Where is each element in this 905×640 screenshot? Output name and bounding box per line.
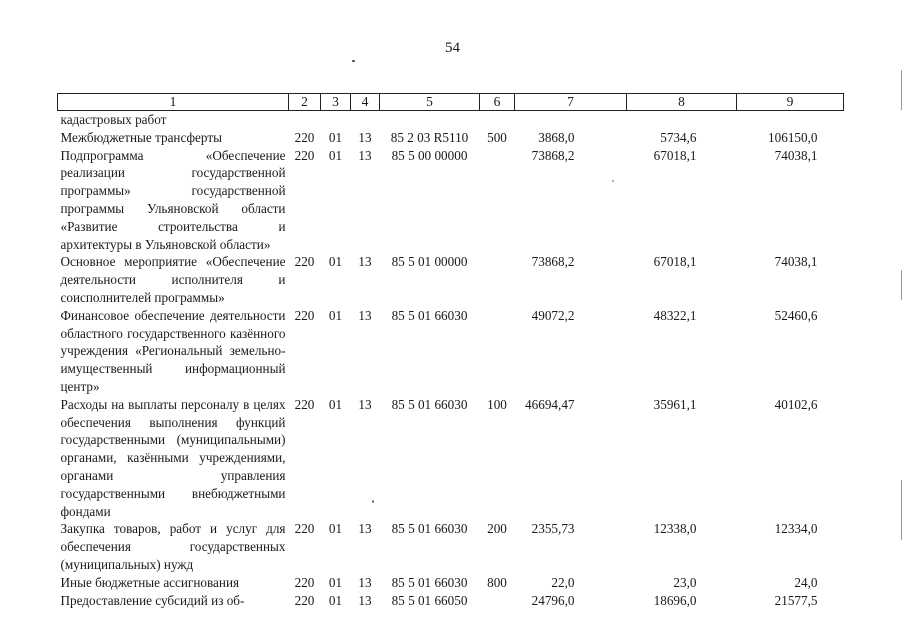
table-row: [58, 147, 844, 254]
cell-col-8: 48322,1: [653, 307, 697, 323]
table-row: [58, 307, 844, 396]
header-row: [58, 94, 844, 111]
cell-col-7: 22,0: [551, 574, 575, 590]
cell-col-2: 220: [294, 147, 315, 163]
cell-col-2: 220: [294, 592, 315, 608]
table-row: [58, 396, 844, 521]
row-name: Финансовое обеспечение деятельности областного государственного казённого учреждения «Региональный земельно-имущественный информационный центр»: [60, 307, 286, 394]
header-col-3: 3: [321, 94, 351, 111]
cell-col-3: 01: [328, 574, 343, 590]
cell-col-2: 220: [294, 574, 315, 590]
page-number: 54: [445, 40, 460, 56]
cell-col-8: 23,0: [673, 574, 697, 590]
cell-col-4: 13: [358, 129, 372, 145]
cell-col-3: 01: [328, 592, 343, 608]
cell-col-7: 24796,0: [531, 592, 575, 608]
cell-col-4: 13: [358, 254, 372, 270]
cell-col-7: [515, 111, 627, 129]
scan-edge-line: [901, 480, 902, 540]
header-col-2: 2: [289, 94, 321, 111]
cell-col-2: 220: [294, 396, 315, 412]
cell-col-9: 52460,6: [774, 307, 818, 323]
budget-table: [57, 93, 844, 609]
cell-col-5: 85 5 01 66030: [391, 396, 468, 412]
cell-col-6: 100: [487, 396, 507, 412]
cell-col-7: 73868,2: [531, 147, 575, 163]
row-name: Основное мероприятие «Обеспечение деятельности исполнителя и соисполнителей программы»: [60, 254, 286, 305]
header-col-5: 5: [380, 94, 480, 111]
cell-col-2: 220: [294, 129, 315, 145]
cell-col-5: 85 5 01 66050: [391, 592, 468, 608]
cell-col-9: 74038,1: [774, 147, 818, 163]
row-name: Закупка товаров, работ и услуг для обеспечения государственных (муниципальных) нужд: [60, 521, 286, 572]
table-row: [58, 520, 844, 573]
header-col-7: 7: [515, 94, 627, 111]
header-col-8: 8: [627, 94, 737, 111]
cell-col-4: [351, 111, 380, 129]
table-row: [58, 253, 844, 306]
cell-col-4: 13: [358, 307, 372, 323]
cell-col-8: 18696,0: [653, 592, 697, 608]
scan-speck: [372, 500, 374, 503]
row-name: кадастровых работ: [60, 112, 167, 127]
cell-col-5: 85 2 03 R5110: [390, 129, 469, 145]
row-name: Иные бюджетные ассигнования: [60, 574, 240, 590]
cell-col-5: [380, 111, 480, 129]
cell-col-2: 220: [294, 307, 315, 323]
row-name: Подпрограмма «Обеспечение реализации государственной программы» государственной программы Ульяновской области «Развитие строительства и архитектуры в Ульяновской области»: [60, 147, 286, 252]
cell-col-3: 01: [328, 254, 343, 270]
cell-col-6: 200: [487, 521, 507, 537]
row-name: Предоставление субсидий из об-: [60, 592, 245, 608]
cell-col-6: [480, 111, 515, 129]
header-col-6: 6: [480, 94, 515, 111]
cell-col-4: 13: [358, 521, 372, 537]
cell-col-9: 12334,0: [774, 521, 818, 537]
cell-col-6: [480, 147, 515, 254]
cell-col-8: 5734,6: [660, 129, 697, 145]
cell-col-3: 01: [328, 521, 343, 537]
cell-col-2: 220: [294, 254, 315, 270]
cell-col-6: [480, 307, 515, 396]
scan-edge-line: [901, 70, 902, 110]
cell-col-3: 01: [328, 396, 343, 412]
cell-col-9: [737, 111, 844, 129]
cell-col-3: 01: [328, 129, 343, 145]
cell-col-9: 40102,6: [774, 396, 818, 412]
cell-col-4: 13: [358, 592, 372, 608]
cell-col-9: 106150,0: [768, 129, 818, 145]
table-row: [58, 574, 844, 592]
cell-col-3: 01: [328, 147, 343, 163]
cell-col-6: [480, 253, 515, 306]
cell-col-6: [480, 592, 515, 610]
table-row: [58, 592, 844, 610]
cell-col-2: 220: [294, 521, 315, 537]
cell-col-8: 12338,0: [653, 521, 697, 537]
cell-col-6: 800: [487, 574, 507, 590]
scan-edge-line: [901, 270, 902, 300]
cell-col-5: 85 5 00 00000: [391, 147, 468, 163]
cell-col-9: 21577,5: [774, 592, 818, 608]
row-name: Межбюджетные трансферты: [60, 129, 222, 145]
cell-col-7: 49072,2: [531, 307, 575, 323]
cell-col-9: 74038,1: [774, 254, 818, 270]
header-col-9: 9: [737, 94, 844, 111]
cell-col-7: 46694,47: [525, 396, 575, 412]
cell-col-2: [289, 111, 321, 129]
cell-col-4: 13: [358, 147, 372, 163]
cell-col-8: [627, 111, 737, 129]
cell-col-5: 85 5 01 00000: [391, 254, 468, 270]
cell-col-5: 85 5 01 66030: [391, 307, 468, 323]
cell-col-3: 01: [328, 307, 343, 323]
cell-col-8: 67018,1: [653, 254, 697, 270]
cell-col-7: 3868,0: [538, 129, 575, 145]
cell-col-8: 35961,1: [653, 396, 697, 412]
cell-col-3: [321, 111, 351, 129]
cell-col-7: 2355,73: [531, 521, 575, 537]
scan-speck: [612, 180, 614, 182]
header-col-4: 4: [351, 94, 380, 111]
cell-col-4: 13: [358, 396, 372, 412]
cell-col-9: 24,0: [794, 574, 818, 590]
header-col-1: 1: [58, 94, 289, 111]
cell-col-5: 85 5 01 66030: [391, 574, 468, 590]
cell-col-5: 85 5 01 66030: [391, 521, 468, 537]
table-row: [58, 111, 844, 129]
cell-col-7: 73868,2: [531, 254, 575, 270]
cell-col-6: 500: [487, 129, 507, 145]
table-row: [58, 129, 844, 147]
cell-col-4: 13: [358, 574, 372, 590]
scan-speck: [352, 60, 355, 62]
row-name: Расходы на выплаты персоналу в целях обеспечения выполнения функций государственными (муниципальными) органами, казёнными учреждениями, органами управления государственными внебюджетными фондами: [60, 396, 286, 519]
cell-col-8: 67018,1: [653, 147, 697, 163]
